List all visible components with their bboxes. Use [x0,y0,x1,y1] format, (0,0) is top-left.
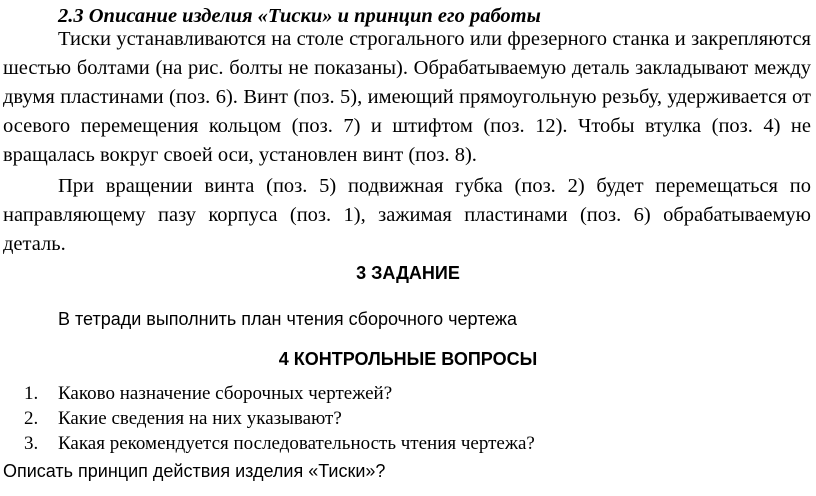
list-item-number: 2. [24,408,39,429]
list-item-number: 3. [24,433,39,454]
list-item [24,381,535,406]
list-item-number: 1. [24,383,39,404]
section-heading: 2.3 Описание изделия «Тиски» и принцип его работы [58,5,541,27]
operation-paragraph: При вращении винта (поз. 5) подвижная губка (поз. 2) будет перемещаться по направляющему пазу корпуса (поз. 1), зажимая пластинами (поз. 6) обрабатываемую деталь. [3,175,811,255]
final-question: Описать принцип действия изделия «Тиски»? [3,461,386,481]
task-title: 3 ЗАДАНИЕ [356,263,460,283]
list-item [24,406,535,431]
list-item [24,431,535,456]
list-item-text: Какая рекомендуется последовательность чтения чертежа? [58,433,535,454]
questions-list [24,381,535,456]
questions-title: 4 КОНТРОЛЬНЫЕ ВОПРОСЫ [278,349,538,369]
task-text: В тетради выполнить план чтения сборочного чертежа [58,309,518,329]
list-item-text: Каково назначение сборочных чертежей? [58,383,393,404]
description-paragraph: Тиски устанавливаются на столе строгального или фрезерного станка и закрепляются шестью болтами (на рис. болты не показаны). Обрабатываемую деталь закладывают между двумя пластинами (поз. 6). Винт (поз. 5), имеющий прямоугольную резьбу, удерживается от осевого перемещения кольцом (поз. 7) и штифтом (поз. 12). Чтобы втулка (поз. 4) не вращалась вокруг своей оси, установлен винт (поз. 8). [3,28,811,166]
list-item-text: Какие сведения на них указывают? [58,408,342,429]
